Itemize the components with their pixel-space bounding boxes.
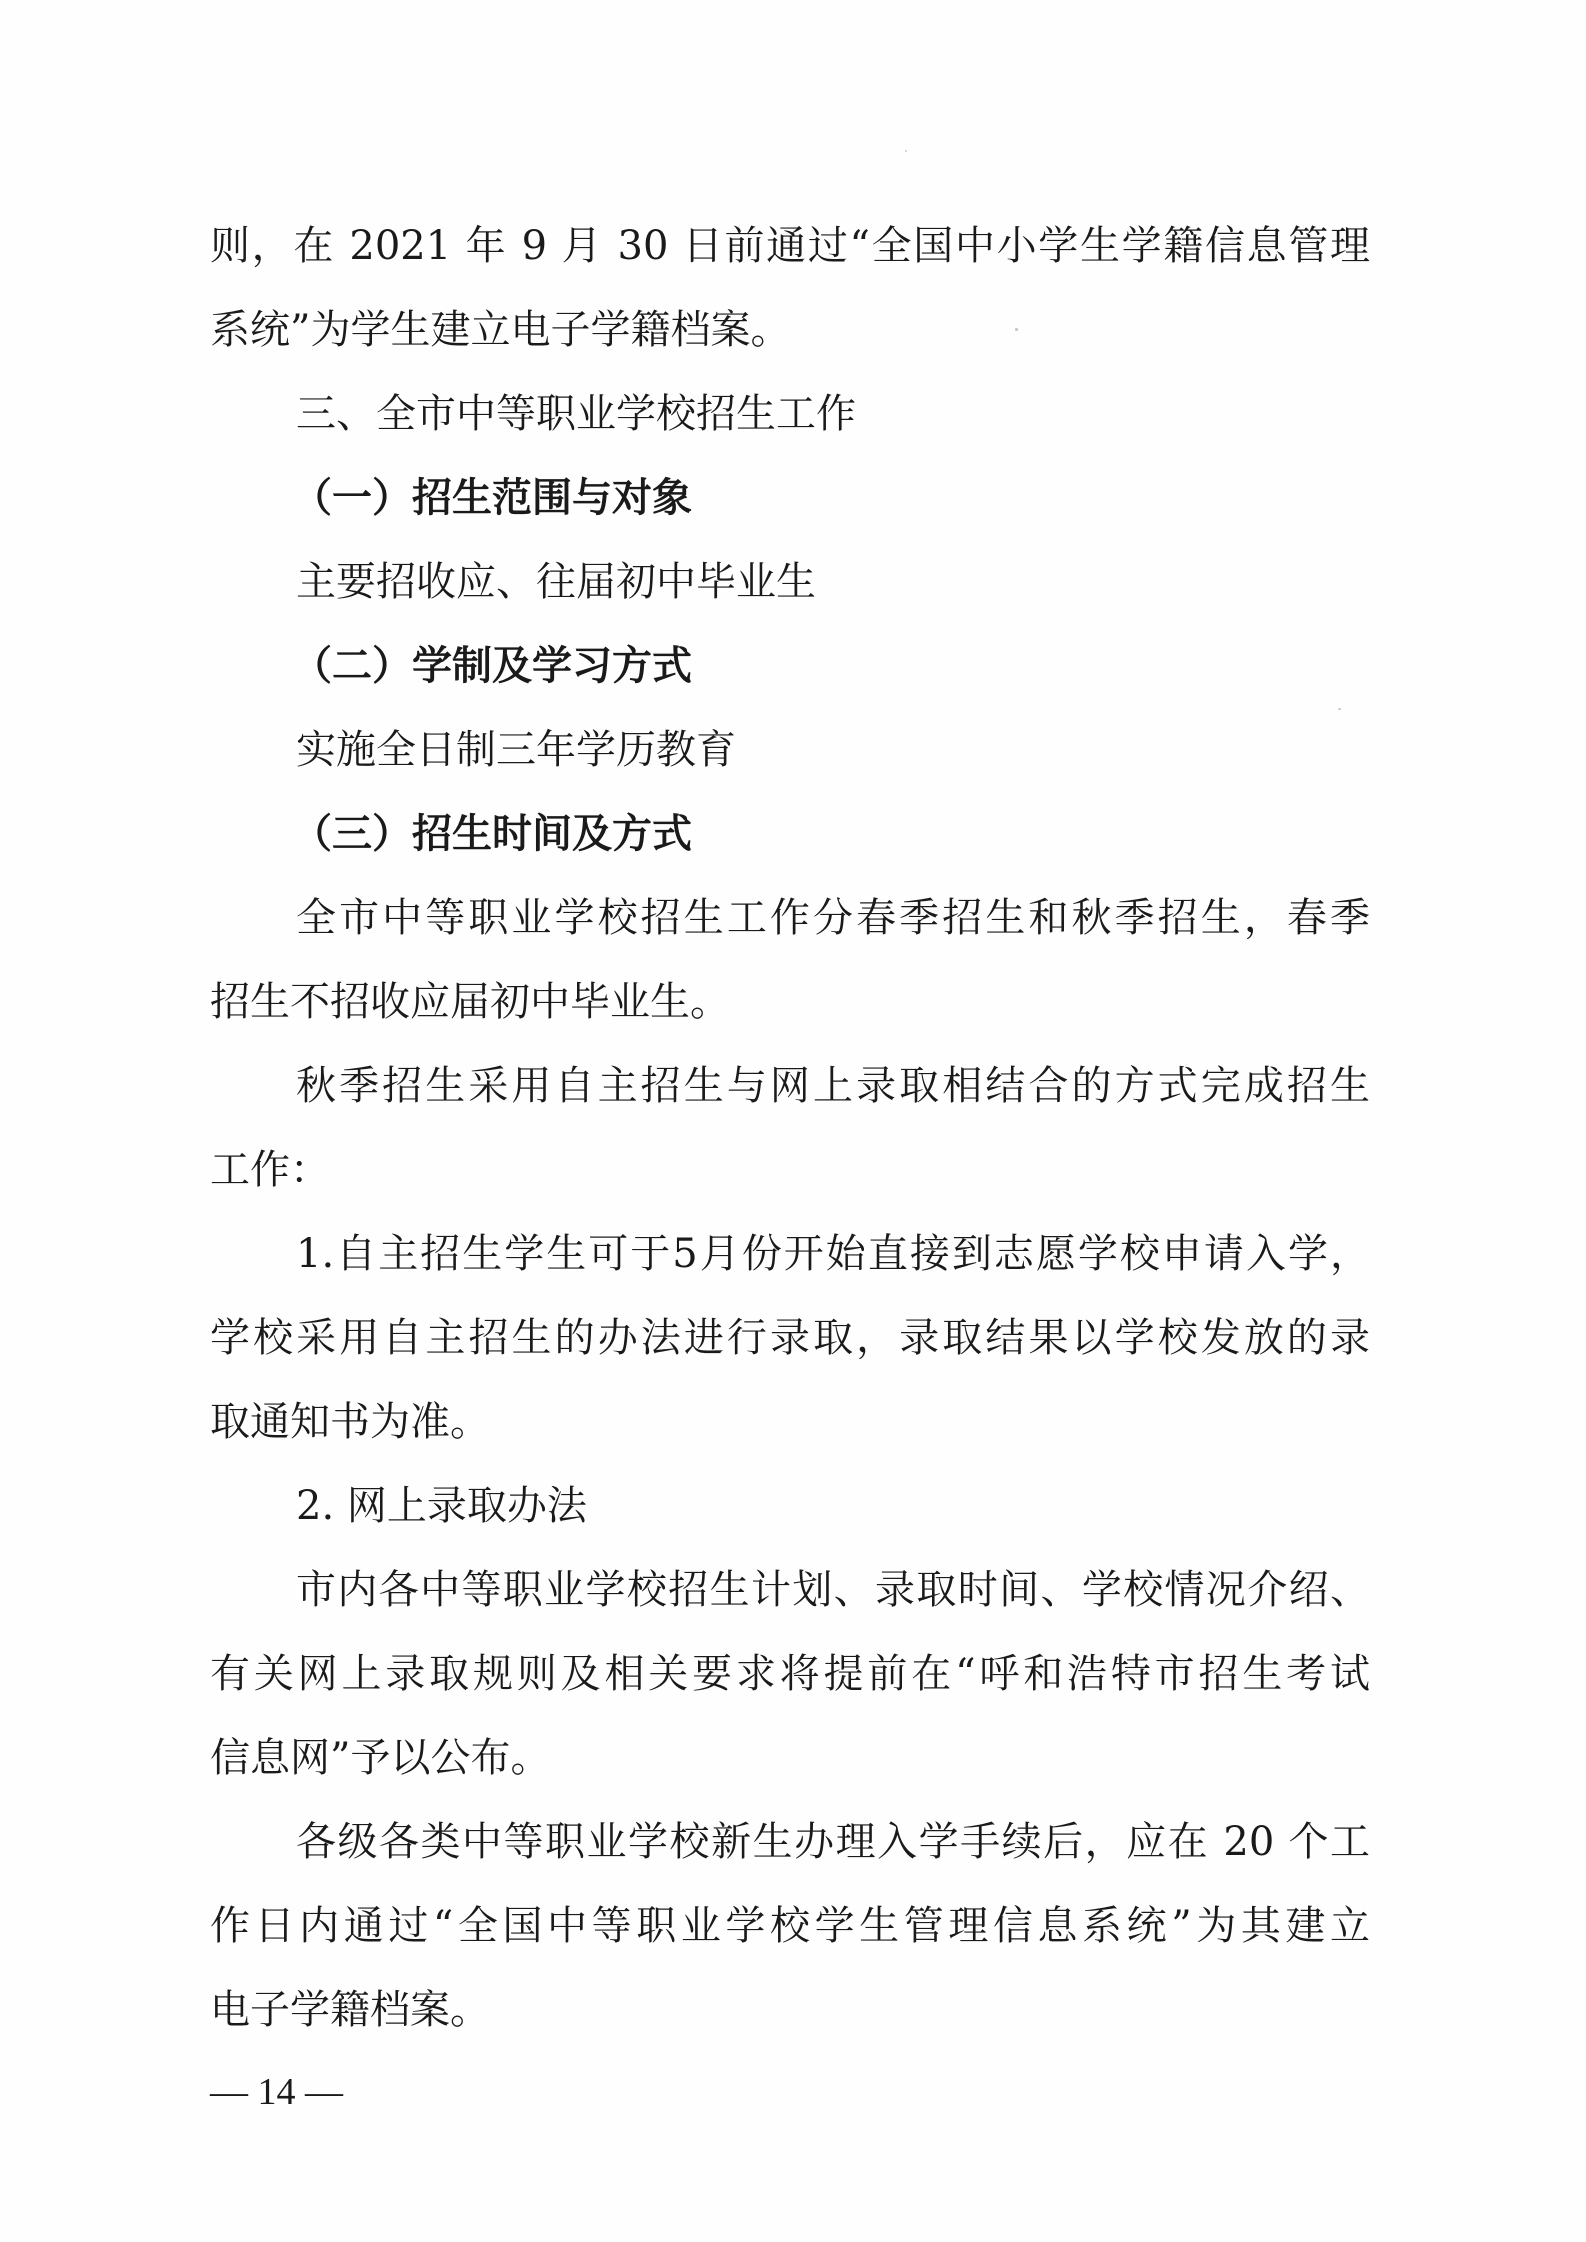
body-text-line: 学校采用自主招生的办法进行录取，录取结果以学校发放的录 xyxy=(210,1315,1370,1361)
subsection-heading: （一）招生范围与对象 xyxy=(292,475,692,521)
body-text-line: 作日内通过“全国中等职业学校学生管理信息系统”为其建立 xyxy=(210,1903,1370,1949)
body-text-line: 1.自主招生学生可于5月份开始直接到志愿学校申请入学， xyxy=(296,1231,1370,1277)
body-text-line: 招生不招收应届初中毕业生。 xyxy=(210,979,730,1025)
page-number: — 14 — xyxy=(210,2071,343,2113)
body-text-line: 取通知书为准。 xyxy=(210,1399,490,1445)
body-text-line: 则，在 2021 年 9 月 30 日前通过“全国中小学生学籍信息管理 xyxy=(210,223,1370,269)
body-text-line: 主要招收应、往届初中毕业生 xyxy=(296,559,816,605)
body-text-line: 工作： xyxy=(210,1147,330,1193)
body-text-line: 实施全日制三年学历教育 xyxy=(296,727,736,773)
subsection-heading: （三）招生时间及方式 xyxy=(292,811,692,857)
body-text-line: 2. 网上录取办法 xyxy=(296,1483,587,1529)
section-heading: 三、全市中等职业学校招生工作 xyxy=(296,391,856,437)
scan-speck xyxy=(905,150,907,152)
body-text-line: 信息网”予以公布。 xyxy=(210,1735,551,1781)
body-text-line: 有关网上录取规则及相关要求将提前在“呼和浩特市招生考试 xyxy=(210,1651,1370,1697)
body-text-line: 市内各中等职业学校招生计划、录取时间、学校情况介绍、 xyxy=(296,1567,1370,1613)
body-text-line: 电子学籍档案。 xyxy=(210,1987,490,2033)
body-text-line: 秋季招生采用自主招生与网上录取相结合的方式完成招生 xyxy=(296,1063,1370,1109)
body-text-line: 各级各类中等职业学校新生办理入学手续后，应在 20 个工 xyxy=(296,1819,1370,1865)
body-text-line: 全市中等职业学校招生工作分春季招生和秋季招生，春季 xyxy=(296,895,1370,941)
scan-speck xyxy=(1338,708,1341,710)
body-text-line: 系统”为学生建立电子学籍档案。 xyxy=(210,307,791,353)
subsection-heading: （二）学制及学习方式 xyxy=(292,643,692,689)
scan-speck xyxy=(1015,328,1018,331)
